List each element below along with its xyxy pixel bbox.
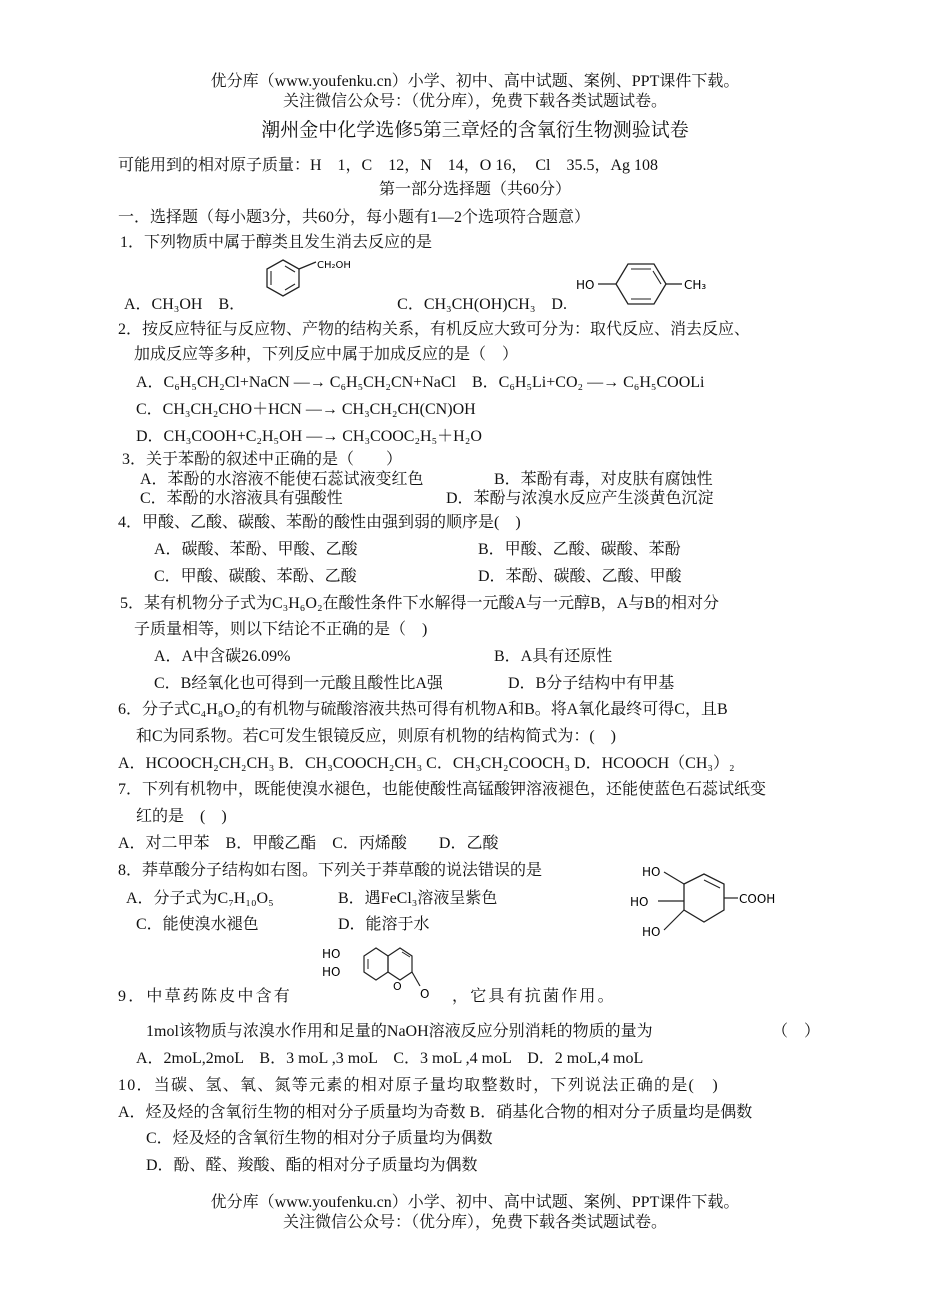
mol-q8-ho-1: HO xyxy=(642,865,661,879)
mol-q9-ho-2: HO xyxy=(322,965,341,979)
q5-option-b: B．A具有还原性 xyxy=(494,648,613,665)
q5-option-c: C．B经氧化也可得到一元酸且酸性比A强 xyxy=(154,675,443,692)
q7-options: A．对二甲苯 B．甲酸乙酯 C．丙烯酸 D．乙酸 xyxy=(118,835,499,852)
q2-option-ab: A．C₆H₅CH₂Cl+NaCN —→ C₆H₅CH₂CN+NaCl B．C₆H₅Li+CO₂ —→ C₆H₅COOLi xyxy=(136,374,705,391)
q3-option-c: C．苯酚的水溶液具有强酸性 xyxy=(140,490,343,507)
q7-stem-2: 红的是 ( ) xyxy=(136,808,227,825)
page-title: 潮州金中化学选修5第三章烃的含氧衍生物测验试卷 xyxy=(261,120,689,141)
q8-option-d: D．能溶于水 xyxy=(338,916,430,933)
q4-option-c: C．甲酸、碳酸、苯酚、乙酸 xyxy=(154,568,357,585)
q4-option-d: D．苯酚、碳酸、乙酸、甲酸 xyxy=(478,568,682,585)
q2-stem-2: 加成反应等多种，下列反应中属于加成反应的是（ ） xyxy=(134,346,519,363)
q9-stem-a: 9．中草药陈皮中含有 xyxy=(118,988,293,1005)
q2-option-c: C．CH₃CH₂CHO＋HCN —→ CH₃CH₂CH(CN)OH xyxy=(136,401,476,418)
q2-option-d: D．CH₃COOH+C₂H₅OH —→ CH₃COOC₂H₅＋H₂O xyxy=(136,428,482,445)
q3-option-d: D．苯酚与浓溴水反应产生淡黄色沉淀 xyxy=(446,490,714,507)
mol-q8-ho-3: HO xyxy=(642,925,661,939)
q8-option-a: A．分子式为C₇H₁₀O₅ xyxy=(126,890,274,907)
mol-q8-ho-2: HO xyxy=(630,895,649,909)
mol-q9-o-ring: O xyxy=(393,980,402,993)
q6-stem-2: 和C为同系物。若C可发生银镜反应，则原有机物的结构简式为：( ) xyxy=(136,728,617,745)
q5-stem-2: 子质量相等，则以下结论不正确的是（ ) xyxy=(134,621,428,638)
q9-line-2: 1mol该物质与浓溴水作用和足量的NaOH溶液反应分别消耗的物质的量为 xyxy=(146,1023,653,1040)
mol-d-ho: HO xyxy=(576,278,595,292)
q6-stem-1: 6．分子式C₄H₈O₂的有机物与硫酸溶液共热可得有机物A和B。将A氧化最终可得C，且B xyxy=(118,701,728,718)
q9-stem-b: ，它具有抗菌作用。 xyxy=(452,988,616,1005)
q4-option-a: A．碳酸、苯酚、甲酸、乙酸 xyxy=(154,541,358,558)
header-line-2: 关注微信公众号：（优分库），免费下载各类试题试卷。 xyxy=(282,93,667,110)
footer-line-1: 优分库（www.youfenku.cn）小学、初中、高中试题、案例、PPT课件下载。 xyxy=(210,1194,740,1211)
q8-option-c: C．能使溴水褪色 xyxy=(136,916,259,933)
atomic-masses: 可能用到的相对原子质量：H 1，C 12，N 14，O 16， Cl 35.5，Ag 108 xyxy=(118,157,659,174)
q10-option-d: D．酚、醛、羧酸、酯的相对分子质量均为偶数 xyxy=(146,1157,478,1174)
q10-option-c: C．烃及烃的含氧衍生物的相对分子质量均为偶数 xyxy=(146,1130,493,1147)
footer-line-2: 关注微信公众号：（优分库），免费下载各类试题试卷。 xyxy=(282,1214,667,1231)
mol-q9-ho-1: HO xyxy=(322,947,341,961)
q2-stem-1: 2．按反应特征与反应物、产物的结构关系，有机反应大致可分为：取代反应、消去反应、 xyxy=(118,321,751,338)
q1-options: A．CH₃OH B． C．CH₃CH(OH)CH₃ D. xyxy=(124,296,567,313)
part-title: 第一部分选择题（共60分） xyxy=(378,181,571,198)
q9-options: A．2moL,2moL B．3 moL ,3 moL C．3 moL ,4 moL D．2 moL,4 moL xyxy=(136,1050,644,1067)
q4-option-b: B．甲酸、乙酸、碳酸、苯酚 xyxy=(478,541,681,558)
q7-stem-1: 7．下列有机物中，既能使溴水褪色，也能使酸性高锰酸钾溶液褪色，还能使蓝色石蕊试纸变 xyxy=(118,781,767,798)
q10-option-ab: A．烃及烃的含氧衍生物的相对分子质量均为奇数 B．硝基化合物的相对分子质量均是偶数 xyxy=(118,1104,753,1121)
header-line-1: 优分库（www.youfenku.cn）小学、初中、高中试题、案例、PPT课件下载。 xyxy=(210,73,740,90)
q10-stem: 10．当碳、氢、氧、氮等元素的相对原子量均取整数时，下列说法正确的是( ) xyxy=(118,1077,719,1094)
umbelliferone-structure xyxy=(322,942,442,1002)
q4-stem: 4．甲酸、乙酸、碳酸、苯酚的酸性由强到弱的顺序是( ) xyxy=(118,514,521,531)
shikimic-acid-structure xyxy=(620,858,800,944)
mol-b-label: CH₂OH xyxy=(317,260,351,271)
q1-stem: 1．下列物质中属于醇类且发生消去反应的是 xyxy=(120,234,433,251)
q6-options: A．HCOOCH₂CH₂CH₃ B．CH₃COOCH₂CH₃ C．CH₃CH₂COOCH₃ D．HCOOCH（CH₃）₂ xyxy=(118,755,735,772)
q3-option-b: B．苯酚有毒，对皮肤有腐蚀性 xyxy=(494,471,713,488)
q5-option-d: D．B分子结构中有甲基 xyxy=(508,675,675,692)
mol-q8-cooh: COOH xyxy=(739,892,776,906)
q3-stem: 3．关于苯酚的叙述中正确的是（ ） xyxy=(122,451,403,468)
mol-q9-o-carbonyl: O xyxy=(420,987,430,1001)
section-heading: 一．选择题（每小题3分，共60分，每小题有1—2个选项符合题意） xyxy=(118,209,591,226)
q3-option-a: A．苯酚的水溶液不能使石蕊试液变红色 xyxy=(140,471,424,488)
mol-d-ch3: CH₃ xyxy=(684,278,707,292)
p-cresol-structure xyxy=(570,258,730,308)
q8-stem: 8．莽草酸分子结构如右图。下列关于莽草酸的说法错误的是 xyxy=(118,862,543,879)
q8-option-b: B．遇FeCl₃溶液呈紫色 xyxy=(338,890,498,907)
q9-paren: （ ） xyxy=(772,1023,821,1040)
q5-stem-1: 5．某有机物分子式为C₃H₆O₂在酸性条件下水解得一元酸A与一元醇B，A与B的相对分 xyxy=(120,595,719,612)
q5-option-a: A．A中含碳26.09% xyxy=(154,648,291,665)
